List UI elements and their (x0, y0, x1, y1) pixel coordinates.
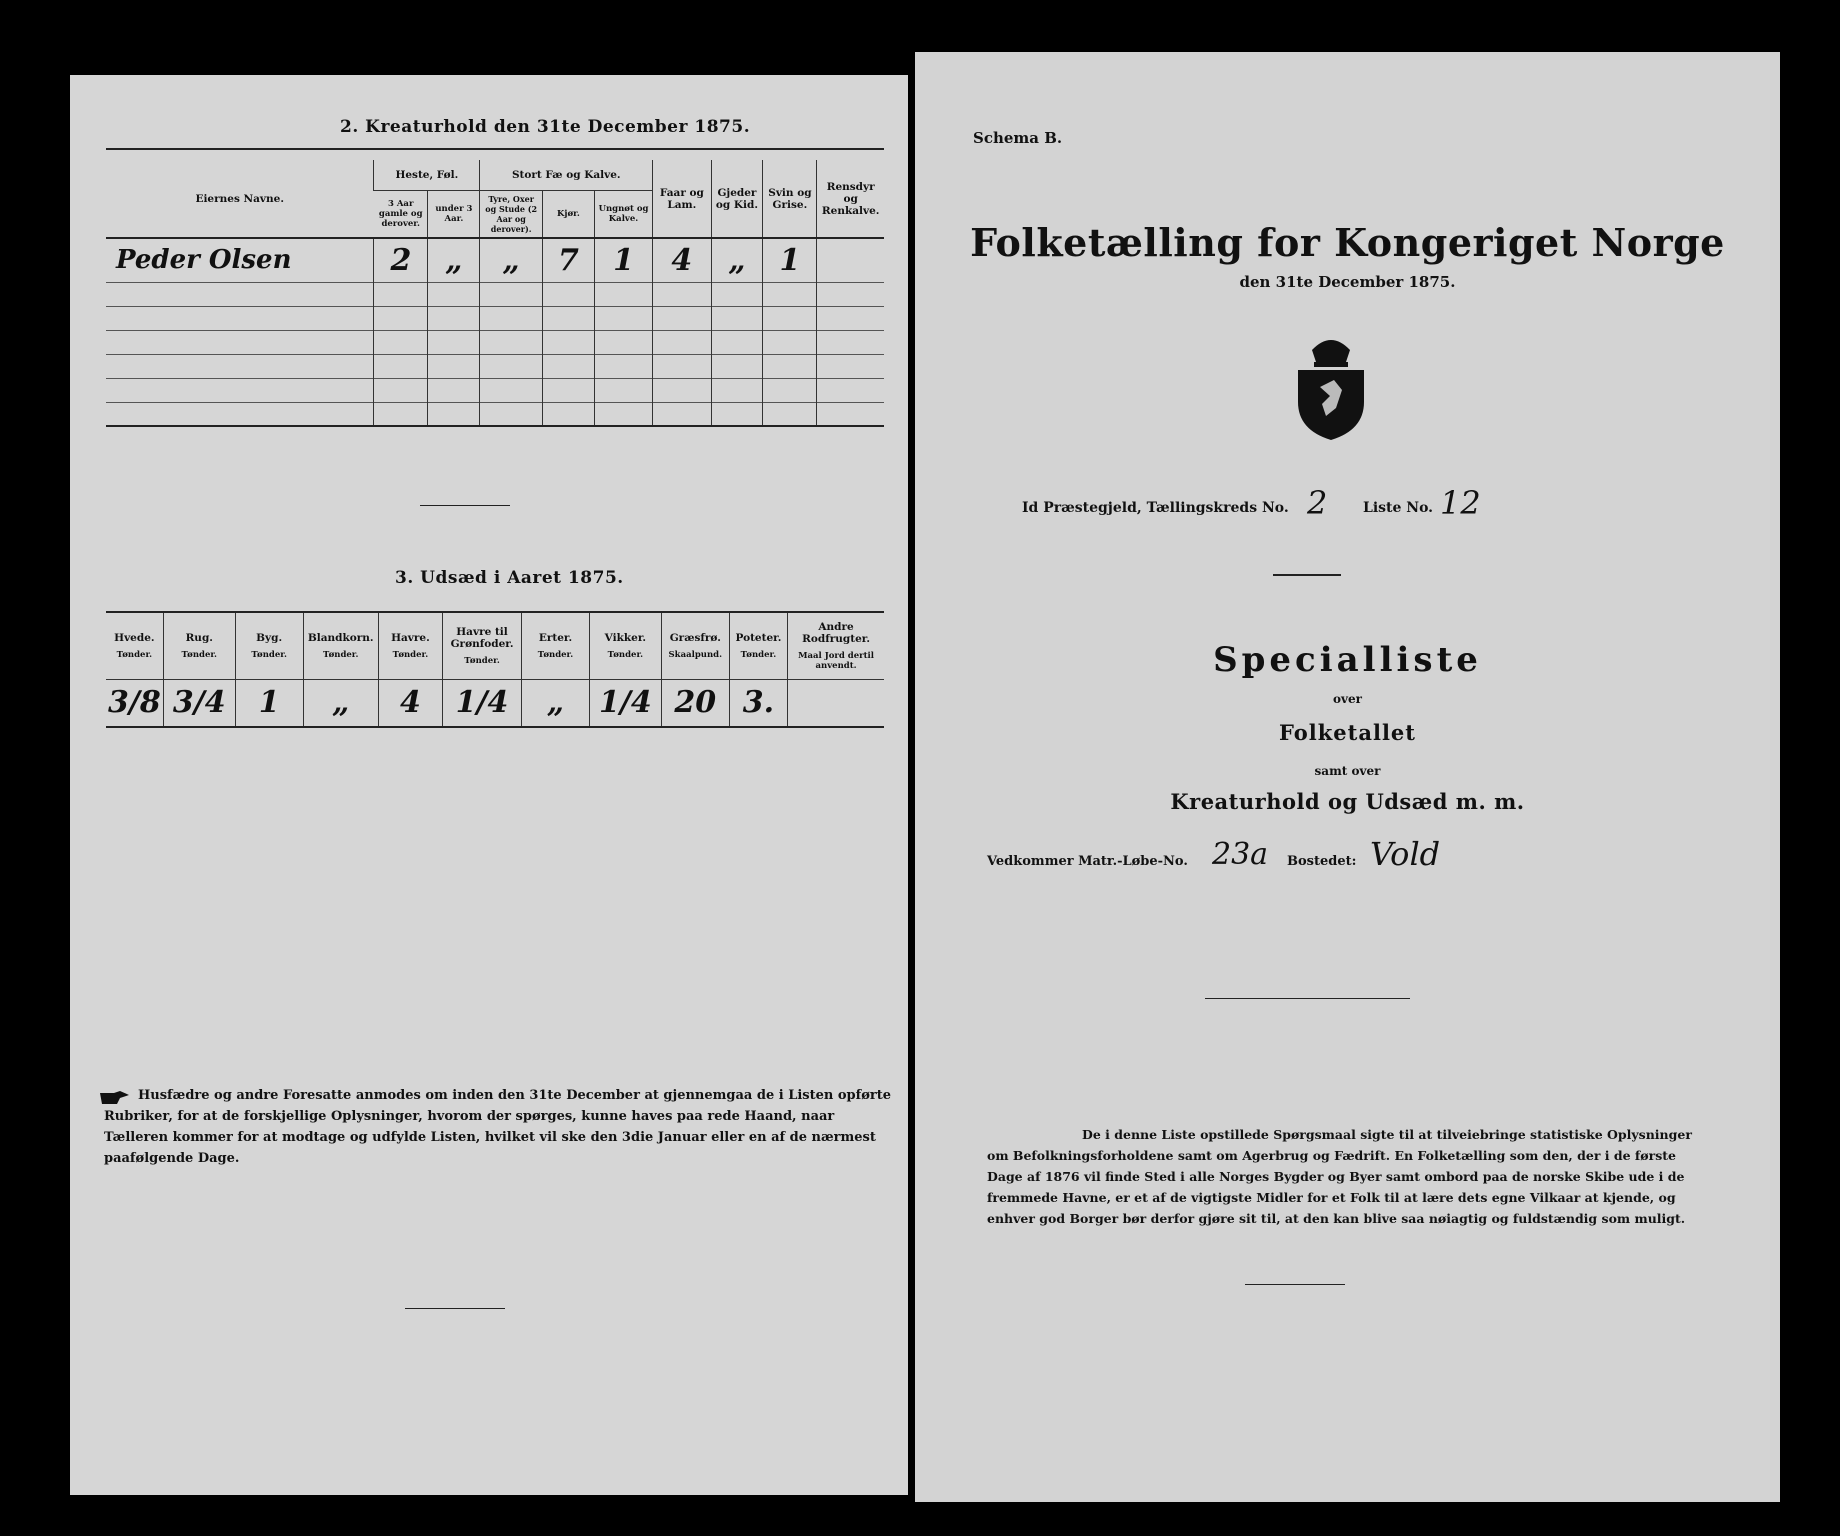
seed-header-name: Græsfrø. (669, 631, 721, 644)
seed-header-unit: Tønder. (116, 649, 153, 660)
seed-value: 20 (661, 679, 729, 727)
bottom-divider (405, 1308, 505, 1309)
section3-title: 3. Udsæd i Aaret 1875. (395, 568, 624, 588)
heste-a-value: 2 (374, 238, 428, 282)
seed-header (788, 613, 884, 679)
right-page (915, 52, 1780, 1502)
divider (420, 505, 510, 506)
seed-header-name: Rug. (185, 631, 213, 644)
storfe-a-header: Tyre, Oxer og Stude (2 Aar og derover). (480, 190, 543, 238)
storfe-b-value: 7 (542, 238, 594, 282)
storfe-b-header: Kjør. (542, 190, 594, 238)
seed-header-name: Blandkorn. (307, 631, 374, 644)
table-top-rule (106, 148, 884, 150)
gjeder-header: Gjeder og Kid. (711, 160, 763, 238)
seed-header-unit: Skaalpund. (668, 649, 723, 660)
seed-header-name: Poteter. (735, 631, 782, 644)
left-page (70, 75, 908, 1495)
seed-header-name: Hvede. (114, 631, 155, 644)
heste-a-header: 3 Aar gamle og derover. (378, 198, 423, 229)
seed-header (729, 613, 787, 679)
seed-header (106, 613, 163, 679)
seed-header-unit: Tønder. (392, 649, 429, 660)
seed-header (235, 613, 303, 679)
seed-header (163, 613, 235, 679)
specialliste-heading: Specialliste (1213, 640, 1482, 680)
rensdyr-header: Rensdyr og Renkalve. (817, 160, 884, 238)
seed-value: „ (522, 679, 590, 727)
seed-value: 1/4 (589, 679, 661, 727)
liste-number: 12 (1440, 484, 1481, 522)
heste-group-header: Heste, Føl. (374, 160, 480, 190)
seed-header (303, 613, 378, 679)
owner-name: Peder Olsen (116, 245, 292, 276)
seed-value: 3. (729, 679, 787, 727)
title-divider (1273, 574, 1341, 576)
explanatory-paragraph: De i denne Liste opstillede Spørgsmaal sigte til at tilveiebringe statistiske Oplysninger om Befolkningsforholdene samt om Agerbrug og Fædrift. En Folketælling som den, der i de første Dage af 1876 vil finde Sted i alle Norges Bygder og Byer samt ombord paa de norske Skibe ude i de fremmede Havne, er et af de vigtigste Midler for et Folk til at lære dets egne Vilkaar at kjende, og enhver god Borger bør derfor gjøre sit til, at den kan blive saa nøiagtig og fuldstændig som muligt. (987, 1127, 1692, 1226)
seed-value: „ (303, 679, 378, 727)
seed-value: 3/8 (108, 685, 161, 721)
seed-value: 3/4 (163, 679, 235, 727)
section2-title: 2. Kreaturhold den 31te December 1875. (340, 117, 751, 137)
gjeder-value: „ (711, 238, 763, 282)
seed-header-name: Vikker. (604, 631, 647, 644)
livestock-table (106, 160, 884, 427)
matr-number: 23a (1212, 837, 1269, 872)
samt-over-text: samt over (1314, 764, 1381, 778)
seed-header (589, 613, 661, 679)
seed-header (378, 613, 442, 679)
prestegjeld-label: Id Præstegjeld, Tællingskreds No. (1022, 500, 1289, 516)
owner-header: Eiernes Navne. (195, 192, 284, 205)
rensdyr-value (817, 238, 884, 282)
seed-header (442, 613, 521, 679)
seed-header-unit: Tønder. (740, 649, 777, 660)
seed-header-unit: Tønder. (537, 649, 574, 660)
schema-label: Schema B. (973, 129, 1063, 147)
seed-header-unit: Tønder. (607, 649, 644, 660)
svin-value: 1 (763, 238, 817, 282)
seed-header-name: Erter. (538, 631, 573, 644)
census-date: den 31te December 1875. (1239, 273, 1456, 291)
end-divider (1245, 1284, 1345, 1285)
over-text: over (1333, 692, 1362, 706)
folketallet-heading: Folketallet (1279, 720, 1416, 745)
mid-divider (1205, 998, 1410, 999)
seed-value (788, 679, 884, 727)
heste-b-value: „ (428, 238, 480, 282)
liste-label: Liste No. (1363, 500, 1434, 516)
kreds-number: 2 (1307, 484, 1328, 522)
storfe-group-header: Stort Fæ og Kalve. (480, 160, 653, 190)
seed-header (522, 613, 590, 679)
seed-header-name: Andre Rodfrugter. (802, 620, 870, 645)
seed-value: 4 (378, 679, 442, 727)
kreaturhold-heading: Kreaturhold og Udsæd m. m. (1170, 789, 1525, 814)
faar-header: Faar og Lam. (653, 160, 711, 238)
seed-header-name: Havre til Grønfoder. (450, 625, 514, 650)
storfe-c-value: 1 (594, 238, 652, 282)
seed-header-unit: Maal Jord dertil anvendt. (798, 650, 875, 671)
instructions-notice: Husfædre og andre Foresatte anmodes om inden den 31te December at gjennemgaa de i Listen opførte Rubriker, for at de forskjellige Oplysninger, hvorom der spørges, kunne haves paa rede Haand, naar Tælleren kommer for at modtage og udfylde Listen, hvilket vil ske den 3die Januar eller en af de nærmest paafølgende Dage. (104, 1088, 892, 1166)
seed-header-unit: Tønder. (181, 649, 218, 660)
seed-header-name: Byg. (256, 631, 283, 644)
census-title: Folketælling for Kongeriget Norge (970, 220, 1725, 265)
storfe-c-header: Ungnøt og Kalve. (594, 190, 652, 238)
seed-header-unit: Tønder. (251, 649, 287, 660)
bostedet-label: Bostedet: (1287, 854, 1357, 869)
seed-value: 1 (235, 679, 303, 727)
heste-b-header: under 3 Aar. (428, 190, 480, 238)
seed-header-unit: Tønder. (322, 649, 359, 660)
seed-header-name: Havre. (391, 631, 430, 644)
coat-of-arms-icon (1290, 332, 1372, 442)
seed-header (661, 613, 729, 679)
faar-value: 4 (653, 238, 711, 282)
seed-value: 1/4 (442, 679, 521, 727)
bostedet-value: Vold (1370, 835, 1441, 873)
matr-label: Vedkommer Matr.-Løbe-No. (987, 854, 1188, 869)
storfe-a-value: „ (480, 238, 543, 282)
svin-header: Svin og Grise. (763, 160, 817, 238)
seed-header-unit: Tønder. (464, 655, 500, 666)
seed-table (106, 613, 884, 728)
